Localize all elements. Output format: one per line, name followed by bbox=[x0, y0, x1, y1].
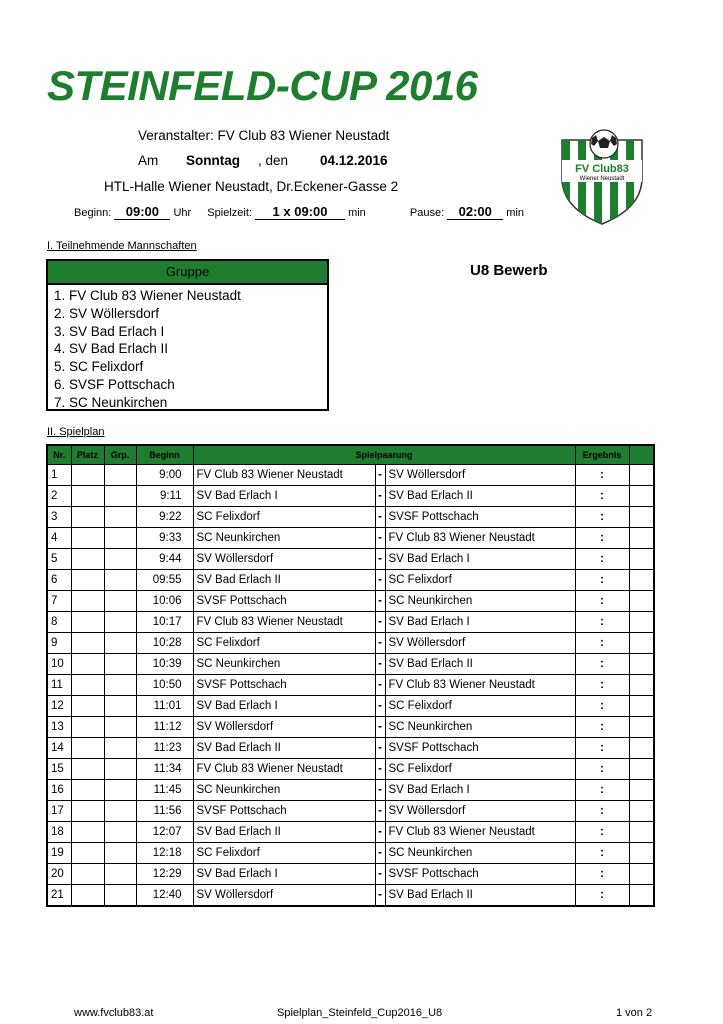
cell-nr: 15 bbox=[47, 759, 71, 780]
cell-dash: - bbox=[375, 570, 385, 591]
cell-nr: 16 bbox=[47, 780, 71, 801]
team-item: 7. SC Neunkirchen bbox=[54, 394, 168, 410]
cell-home: SVSF Pottschach bbox=[193, 591, 375, 612]
date-value: 04.12.2016 bbox=[320, 153, 388, 168]
cell-beginn: 9:22 bbox=[136, 507, 193, 528]
cell-colon: : bbox=[597, 738, 607, 759]
header-grp: Grp. bbox=[104, 445, 136, 465]
cell-dash: - bbox=[375, 465, 385, 486]
table-row bbox=[47, 843, 654, 864]
cell-home: SC Neunkirchen bbox=[193, 780, 375, 801]
cell-beginn: 11:45 bbox=[136, 780, 193, 801]
cell-extra bbox=[629, 759, 654, 780]
pause-value: 02:00 bbox=[447, 204, 503, 220]
cell-score-home bbox=[575, 633, 597, 654]
footer-filename: Spielplan_Steinfeld_Cup2016_U8 bbox=[277, 1007, 443, 1019]
table-row bbox=[47, 549, 654, 570]
cell-colon: : bbox=[597, 465, 607, 486]
cell-score-home bbox=[575, 507, 597, 528]
team-item: 4. SV Bad Erlach II bbox=[54, 341, 169, 357]
table-row bbox=[47, 465, 654, 486]
cell-score-away bbox=[607, 801, 629, 822]
min-label-1: min bbox=[348, 207, 366, 219]
cell-beginn: 10:06 bbox=[136, 591, 193, 612]
cell-home: SC Felixdorf bbox=[193, 633, 375, 654]
cell-nr: 7 bbox=[47, 591, 71, 612]
cell-away: SV Wöllersdorf bbox=[385, 465, 575, 486]
cell-score-away bbox=[607, 675, 629, 696]
cell-beginn: 11:56 bbox=[136, 801, 193, 822]
cell-platz bbox=[71, 759, 104, 780]
cell-colon: : bbox=[597, 549, 607, 570]
cell-platz bbox=[71, 570, 104, 591]
table-row bbox=[47, 612, 654, 633]
cell-nr: 4 bbox=[47, 528, 71, 549]
cell-score-home bbox=[575, 717, 597, 738]
cell-score-home bbox=[575, 885, 597, 907]
header-beginn: Beginn bbox=[136, 445, 193, 465]
cell-dash: - bbox=[375, 675, 385, 696]
table-row bbox=[47, 528, 654, 549]
team-item: 5. SC Felixdorf bbox=[54, 359, 144, 375]
cell-nr: 9 bbox=[47, 633, 71, 654]
header-platz: Platz bbox=[71, 445, 104, 465]
cell-away: SVSF Pottschach bbox=[385, 507, 575, 528]
cell-colon: : bbox=[597, 507, 607, 528]
cell-beginn: 10:39 bbox=[136, 654, 193, 675]
cell-away: SVSF Pottschach bbox=[385, 738, 575, 759]
uhr-label: Uhr bbox=[173, 207, 192, 219]
cell-platz bbox=[71, 654, 104, 675]
cell-colon: : bbox=[597, 675, 607, 696]
cell-grp bbox=[104, 507, 136, 528]
cell-score-home bbox=[575, 486, 597, 507]
team-item: 6. SVSF Pottschach bbox=[54, 376, 175, 392]
table-row bbox=[47, 822, 654, 843]
cell-nr: 21 bbox=[47, 885, 71, 907]
cell-nr: 12 bbox=[47, 696, 71, 717]
cell-beginn: 12:18 bbox=[136, 843, 193, 864]
cell-dash: - bbox=[375, 843, 385, 864]
cell-dash: - bbox=[375, 507, 385, 528]
cell-extra bbox=[629, 570, 654, 591]
cell-away: FV Club 83 Wiener Neustadt bbox=[385, 675, 575, 696]
cell-away: SV Wöllersdorf bbox=[385, 801, 575, 822]
beginn-value: 09:00 bbox=[114, 204, 170, 220]
cell-beginn: 9:11 bbox=[136, 486, 193, 507]
table-row bbox=[47, 717, 654, 738]
cell-beginn: 10:17 bbox=[136, 612, 193, 633]
cell-platz bbox=[71, 633, 104, 654]
cell-extra bbox=[629, 801, 654, 822]
cell-dash: - bbox=[375, 864, 385, 885]
header-blank bbox=[629, 445, 654, 465]
cell-colon: : bbox=[597, 633, 607, 654]
cell-beginn: 11:01 bbox=[136, 696, 193, 717]
cell-nr: 8 bbox=[47, 612, 71, 633]
cell-away: SC Felixdorf bbox=[385, 696, 575, 717]
cell-score-away bbox=[607, 465, 629, 486]
cell-away: FV Club 83 Wiener Neustadt bbox=[385, 822, 575, 843]
day-value: Sonntag bbox=[186, 153, 240, 168]
cell-platz bbox=[71, 864, 104, 885]
table-row bbox=[47, 780, 654, 801]
cell-nr: 13 bbox=[47, 717, 71, 738]
cell-grp bbox=[104, 759, 136, 780]
cell-platz bbox=[71, 885, 104, 907]
cell-home: SV Bad Erlach I bbox=[193, 696, 375, 717]
cell-score-away bbox=[607, 528, 629, 549]
section-teams-heading: I. Teilnehmende Mannschaften bbox=[47, 240, 197, 252]
cell-grp bbox=[104, 738, 136, 759]
cell-home: SV Wöllersdorf bbox=[193, 885, 375, 907]
cell-score-away bbox=[607, 864, 629, 885]
cell-platz bbox=[71, 717, 104, 738]
cell-dash: - bbox=[375, 549, 385, 570]
competition-label: U8 Bewerb bbox=[470, 262, 548, 279]
cell-dash: - bbox=[375, 822, 385, 843]
cell-colon: : bbox=[597, 486, 607, 507]
cell-grp bbox=[104, 486, 136, 507]
cell-nr: 18 bbox=[47, 822, 71, 843]
cell-extra bbox=[629, 738, 654, 759]
cell-home: SVSF Pottschach bbox=[193, 675, 375, 696]
cell-extra bbox=[629, 780, 654, 801]
group-header: Gruppe bbox=[48, 261, 327, 285]
cell-extra bbox=[629, 549, 654, 570]
club-logo bbox=[556, 126, 648, 226]
cell-colon: : bbox=[597, 759, 607, 780]
cell-away: SV Bad Erlach II bbox=[385, 486, 575, 507]
cell-score-home bbox=[575, 570, 597, 591]
cell-beginn: 9:44 bbox=[136, 549, 193, 570]
cell-dash: - bbox=[375, 591, 385, 612]
date-line bbox=[138, 153, 388, 168]
table-row bbox=[47, 507, 654, 528]
cell-beginn: 11:34 bbox=[136, 759, 193, 780]
cell-grp bbox=[104, 843, 136, 864]
cell-beginn: 12:40 bbox=[136, 885, 193, 907]
cell-away: SV Bad Erlach II bbox=[385, 654, 575, 675]
cell-home: FV Club 83 Wiener Neustadt bbox=[193, 465, 375, 486]
cell-platz bbox=[71, 696, 104, 717]
cell-colon: : bbox=[597, 822, 607, 843]
cell-nr: 5 bbox=[47, 549, 71, 570]
cell-colon: : bbox=[597, 696, 607, 717]
times-line bbox=[74, 204, 524, 220]
cell-platz bbox=[71, 612, 104, 633]
cell-dash: - bbox=[375, 717, 385, 738]
cell-nr: 11 bbox=[47, 675, 71, 696]
cell-dash: - bbox=[375, 654, 385, 675]
cell-nr: 17 bbox=[47, 801, 71, 822]
cell-home: SV Bad Erlach I bbox=[193, 486, 375, 507]
header-nr: Nr. bbox=[47, 445, 71, 465]
cell-grp bbox=[104, 696, 136, 717]
cell-away: SV Bad Erlach I bbox=[385, 612, 575, 633]
cell-platz bbox=[71, 675, 104, 696]
cell-extra bbox=[629, 633, 654, 654]
schedule-table bbox=[46, 444, 655, 907]
cell-home: SVSF Pottschach bbox=[193, 801, 375, 822]
cell-colon: : bbox=[597, 780, 607, 801]
cell-platz bbox=[71, 507, 104, 528]
cell-platz bbox=[71, 465, 104, 486]
cell-score-home bbox=[575, 591, 597, 612]
cell-score-away bbox=[607, 738, 629, 759]
cell-beginn: 11:12 bbox=[136, 717, 193, 738]
cell-away: SV Bad Erlach I bbox=[385, 780, 575, 801]
logo-city: Wiener Neustadt bbox=[579, 176, 625, 182]
cell-dash: - bbox=[375, 780, 385, 801]
cell-home: SC Neunkirchen bbox=[193, 654, 375, 675]
cell-colon: : bbox=[597, 654, 607, 675]
cell-score-away bbox=[607, 696, 629, 717]
cell-score-away bbox=[607, 591, 629, 612]
team-item: 3. SV Bad Erlach I bbox=[54, 323, 165, 339]
cell-dash: - bbox=[375, 759, 385, 780]
cell-score-away bbox=[607, 717, 629, 738]
table-row bbox=[47, 696, 654, 717]
team-item: 2. SV Wöllersdorf bbox=[54, 305, 160, 321]
spielzeit-value: 1 x 09:00 bbox=[255, 204, 345, 220]
cell-extra bbox=[629, 591, 654, 612]
table-row bbox=[47, 570, 654, 591]
cell-score-away bbox=[607, 843, 629, 864]
cell-grp bbox=[104, 801, 136, 822]
cell-score-away bbox=[607, 780, 629, 801]
cell-home: SV Bad Erlach I bbox=[193, 864, 375, 885]
cell-nr: 14 bbox=[47, 738, 71, 759]
cell-platz bbox=[71, 591, 104, 612]
cell-score-away bbox=[607, 885, 629, 907]
min-label-2: min bbox=[506, 207, 525, 219]
cell-extra bbox=[629, 717, 654, 738]
cell-score-home bbox=[575, 654, 597, 675]
cell-dash: - bbox=[375, 486, 385, 507]
cell-score-away bbox=[607, 612, 629, 633]
cell-score-home bbox=[575, 843, 597, 864]
cell-grp bbox=[104, 822, 136, 843]
cell-away: SC Felixdorf bbox=[385, 570, 575, 591]
cell-colon: : bbox=[597, 570, 607, 591]
cell-away: FV Club 83 Wiener Neustadt bbox=[385, 528, 575, 549]
cell-colon: : bbox=[597, 717, 607, 738]
cell-score-home bbox=[575, 549, 597, 570]
table-row bbox=[47, 633, 654, 654]
cell-grp bbox=[104, 633, 136, 654]
cell-grp bbox=[104, 549, 136, 570]
cell-home: SV Bad Erlach II bbox=[193, 570, 375, 591]
cell-grp bbox=[104, 591, 136, 612]
cell-dash: - bbox=[375, 696, 385, 717]
table-row bbox=[47, 486, 654, 507]
cell-grp bbox=[104, 885, 136, 907]
cell-platz bbox=[71, 486, 104, 507]
cell-score-away bbox=[607, 759, 629, 780]
table-row bbox=[47, 654, 654, 675]
cell-score-away bbox=[607, 549, 629, 570]
cell-away: SC Felixdorf bbox=[385, 759, 575, 780]
cell-score-home bbox=[575, 780, 597, 801]
den-label: , den bbox=[258, 153, 289, 168]
cell-colon: : bbox=[597, 591, 607, 612]
cell-score-home bbox=[575, 864, 597, 885]
cell-platz bbox=[71, 843, 104, 864]
spielzeit-label: Spielzeit: bbox=[207, 207, 252, 219]
cell-score-home bbox=[575, 528, 597, 549]
table-row bbox=[47, 885, 654, 907]
team-item: 1. FV Club 83 Wiener Neustadt bbox=[54, 288, 241, 303]
cell-colon: : bbox=[597, 843, 607, 864]
cell-colon: : bbox=[597, 801, 607, 822]
cell-platz bbox=[71, 549, 104, 570]
table-row bbox=[47, 738, 654, 759]
cell-beginn: 12:07 bbox=[136, 822, 193, 843]
cell-score-away bbox=[607, 822, 629, 843]
table-header-row bbox=[47, 445, 654, 465]
cell-nr: 20 bbox=[47, 864, 71, 885]
cell-away: SV Wöllersdorf bbox=[385, 633, 575, 654]
cell-grp bbox=[104, 675, 136, 696]
cell-away: SC Neunkirchen bbox=[385, 843, 575, 864]
cell-home: FV Club 83 Wiener Neustadt bbox=[193, 612, 375, 633]
cell-score-home bbox=[575, 465, 597, 486]
cell-colon: : bbox=[597, 612, 607, 633]
group-box bbox=[46, 259, 329, 411]
cell-score-home bbox=[575, 675, 597, 696]
cell-score-away bbox=[607, 507, 629, 528]
cell-beginn: 09:55 bbox=[136, 570, 193, 591]
table-row bbox=[47, 801, 654, 822]
cell-beginn: 11:23 bbox=[136, 738, 193, 759]
cell-dash: - bbox=[375, 885, 385, 907]
am-label: Am bbox=[138, 153, 159, 168]
pause-label: Pause: bbox=[409, 207, 445, 219]
section-schedule-heading: II. Spielplan bbox=[47, 426, 105, 438]
cell-extra bbox=[629, 696, 654, 717]
cell-grp bbox=[104, 717, 136, 738]
cell-home: FV Club 83 Wiener Neustadt bbox=[193, 759, 375, 780]
cell-score-home bbox=[575, 696, 597, 717]
beginn-label: Beginn: bbox=[74, 207, 112, 219]
cell-dash: - bbox=[375, 633, 385, 654]
cell-away: SV Bad Erlach I bbox=[385, 549, 575, 570]
cell-extra bbox=[629, 654, 654, 675]
cell-home: SV Bad Erlach II bbox=[193, 822, 375, 843]
cell-home: SV Bad Erlach II bbox=[193, 738, 375, 759]
organizer-line: Veranstalter: FV Club 83 Wiener Neustadt bbox=[138, 128, 390, 143]
cell-grp bbox=[104, 780, 136, 801]
team-list bbox=[48, 285, 327, 412]
cell-colon: : bbox=[597, 864, 607, 885]
cell-away: SC Neunkirchen bbox=[385, 717, 575, 738]
cell-nr: 10 bbox=[47, 654, 71, 675]
cell-score-away bbox=[607, 486, 629, 507]
cell-away: SC Neunkirchen bbox=[385, 591, 575, 612]
table-row bbox=[47, 759, 654, 780]
cell-score-home bbox=[575, 801, 597, 822]
cell-beginn: 9:33 bbox=[136, 528, 193, 549]
cell-score-home bbox=[575, 738, 597, 759]
cell-beginn: 9:00 bbox=[136, 465, 193, 486]
cell-grp bbox=[104, 612, 136, 633]
cell-extra bbox=[629, 675, 654, 696]
cell-beginn: 10:50 bbox=[136, 675, 193, 696]
cell-dash: - bbox=[375, 612, 385, 633]
cell-score-away bbox=[607, 570, 629, 591]
cell-beginn: 12:29 bbox=[136, 864, 193, 885]
cell-platz bbox=[71, 801, 104, 822]
cell-score-home bbox=[575, 759, 597, 780]
header-spielpaarung: Spielpaarung bbox=[193, 445, 575, 465]
cell-nr: 6 bbox=[47, 570, 71, 591]
cell-grp bbox=[104, 864, 136, 885]
cell-extra bbox=[629, 612, 654, 633]
cell-nr: 2 bbox=[47, 486, 71, 507]
footer-website: www.fvclub83.at bbox=[74, 1007, 154, 1019]
cell-grp bbox=[104, 465, 136, 486]
header-ergebnis: Ergebnis bbox=[575, 445, 629, 465]
footer-page: 1 von 2 bbox=[616, 1007, 653, 1019]
cell-extra bbox=[629, 465, 654, 486]
cell-away: SVSF Pottschach bbox=[385, 864, 575, 885]
cell-platz bbox=[71, 528, 104, 549]
page-title: STEINFELD-CUP 2016 bbox=[47, 62, 478, 109]
cell-extra bbox=[629, 885, 654, 907]
table-row bbox=[47, 864, 654, 885]
cell-dash: - bbox=[375, 528, 385, 549]
cell-home: SC Neunkirchen bbox=[193, 528, 375, 549]
cell-platz bbox=[71, 780, 104, 801]
cell-dash: - bbox=[375, 738, 385, 759]
cell-beginn: 10:28 bbox=[136, 633, 193, 654]
cell-home: SC Felixdorf bbox=[193, 507, 375, 528]
schedule-body bbox=[47, 465, 654, 907]
cell-platz bbox=[71, 822, 104, 843]
cell-colon: : bbox=[597, 885, 607, 907]
cell-home: SV Wöllersdorf bbox=[193, 717, 375, 738]
cell-nr: 19 bbox=[47, 843, 71, 864]
cell-extra bbox=[629, 864, 654, 885]
cell-away: SV Bad Erlach II bbox=[385, 885, 575, 907]
cell-home: SC Felixdorf bbox=[193, 843, 375, 864]
cell-grp bbox=[104, 570, 136, 591]
cell-platz bbox=[71, 738, 104, 759]
cell-score-home bbox=[575, 822, 597, 843]
logo-name: FV Club83 bbox=[575, 163, 629, 175]
cell-score-home bbox=[575, 612, 597, 633]
cell-score-away bbox=[607, 633, 629, 654]
cell-extra bbox=[629, 528, 654, 549]
cell-extra bbox=[629, 843, 654, 864]
cell-extra bbox=[629, 822, 654, 843]
table-row bbox=[47, 675, 654, 696]
cell-extra bbox=[629, 486, 654, 507]
cell-nr: 3 bbox=[47, 507, 71, 528]
cell-score-away bbox=[607, 654, 629, 675]
cell-extra bbox=[629, 507, 654, 528]
cell-grp bbox=[104, 528, 136, 549]
cell-home: SV Wöllersdorf bbox=[193, 549, 375, 570]
venue-line: HTL-Halle Wiener Neustadt, Dr.Eckener-Gasse 2 bbox=[104, 179, 399, 194]
cell-dash: - bbox=[375, 801, 385, 822]
cell-nr: 1 bbox=[47, 465, 71, 486]
cell-colon: : bbox=[597, 528, 607, 549]
table-row bbox=[47, 591, 654, 612]
cell-grp bbox=[104, 654, 136, 675]
